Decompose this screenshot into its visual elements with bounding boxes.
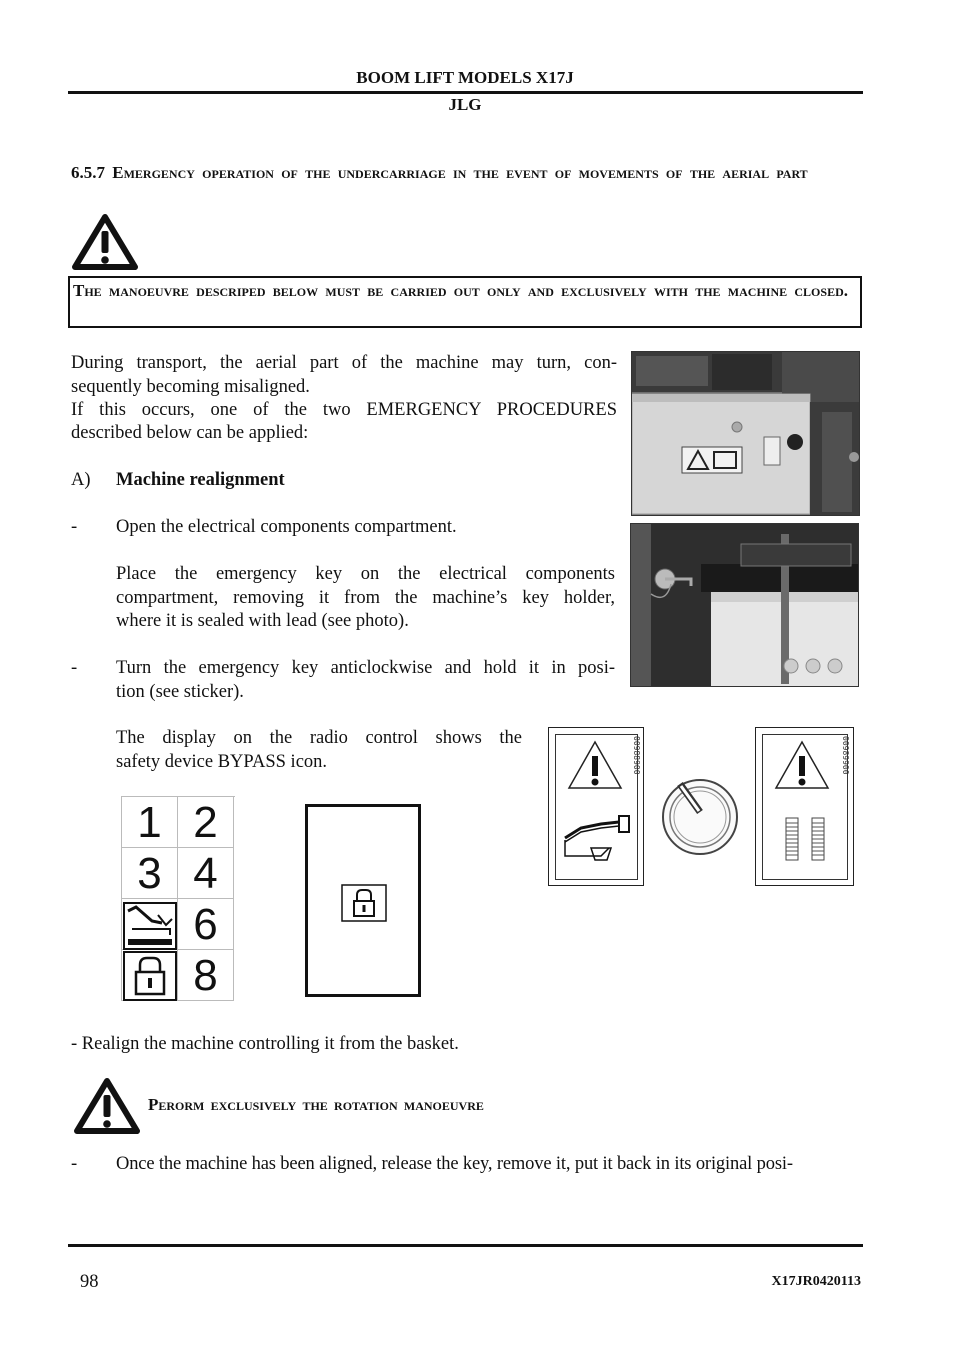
- step-2-detail-line: safety device BYPASS icon.: [116, 752, 328, 772]
- keypad-key: 3: [122, 848, 178, 899]
- keypad-key: 1: [122, 797, 178, 848]
- radio-keypad: [121, 796, 235, 1001]
- keypad-key: 4: [178, 848, 234, 899]
- step-2-line: tion (see sticker).: [116, 682, 244, 702]
- document-code: X17JR0420113: [771, 1274, 861, 1289]
- warning-triangle-icon: [74, 1078, 140, 1134]
- keypad-key: 2: [178, 797, 234, 848]
- page-number: 98: [80, 1272, 99, 1292]
- radio-display: [305, 804, 421, 997]
- sticker-left: [548, 727, 644, 886]
- boom-lift-icon: [561, 808, 635, 864]
- step-1-detail-line: Place the emergency key on the electrical components: [116, 564, 615, 584]
- warning-triangle-icon: [774, 738, 832, 794]
- sticker-code: 00988900: [632, 736, 641, 775]
- warning-box: The manoeuvre descriped below must be carried out only and exclusively with the machine closed.: [68, 276, 862, 328]
- caution-text: Perorm exclusively the rotation manoeuvre: [148, 1095, 484, 1114]
- step-1-detail-line: compartment, removing it from the machine’s key holder,: [116, 588, 615, 608]
- control-levers-icon: [780, 814, 830, 864]
- step-dash: -: [71, 517, 78, 537]
- boom-movement-icon: [122, 899, 178, 950]
- intro-line-2: sequently becoming misaligned.: [71, 377, 310, 397]
- header-rule: [68, 91, 863, 94]
- step-1-detail-line: where it is sealed with lead (see photo).: [116, 611, 409, 631]
- step-2-line: Turn the emergency key anticlockwise and hold it in posi-: [116, 658, 615, 678]
- step-2-detail-line: The display on the radio control shows the: [116, 728, 522, 748]
- intro-line-1: During transport, the aerial part of the machine may turn, con-: [71, 353, 617, 373]
- keypad-key: [122, 950, 178, 1001]
- photo-electrical-compartment: [631, 351, 860, 516]
- step-dash: -: [71, 658, 78, 678]
- warning-triangle-icon: [72, 214, 138, 270]
- keypad-key: 6: [178, 899, 234, 950]
- keypad-key: [122, 899, 178, 950]
- procedure-marker: A): [71, 470, 91, 490]
- section-heading: 6.5.7 Emergency operation of the undercarriage in the event of movements of the aerial part: [71, 163, 808, 182]
- intro-line-4: described below can be applied:: [71, 423, 309, 443]
- sticker-code: 00989900: [841, 736, 850, 775]
- header-title: BOOM LIFT MODELS X17J: [356, 68, 574, 87]
- sticker-right: [755, 727, 854, 886]
- step-1: Open the electrical components compartment.: [116, 517, 457, 537]
- procedure-title: Machine realignment: [116, 470, 285, 490]
- step-3: - Realign the machine controlling it from the basket.: [71, 1034, 459, 1054]
- step-dash: -: [71, 1154, 78, 1174]
- intro-line-3: If this occurs, one of the two EMERGENCY PROCEDURES: [71, 400, 617, 420]
- final-step: Once the machine has been aligned, release the key, remove it, put it back in its original posi-: [116, 1154, 793, 1174]
- photo-emergency-key: [630, 523, 859, 687]
- keypad-key: 8: [178, 950, 234, 1001]
- warning-triangle-icon: [567, 738, 625, 794]
- key-switch-icon: [660, 774, 740, 860]
- bypass-lock-icon: [122, 950, 178, 1001]
- bypass-lock-icon: [341, 884, 387, 922]
- footer-rule: [68, 1244, 863, 1247]
- header-subtitle: JLG: [448, 95, 482, 114]
